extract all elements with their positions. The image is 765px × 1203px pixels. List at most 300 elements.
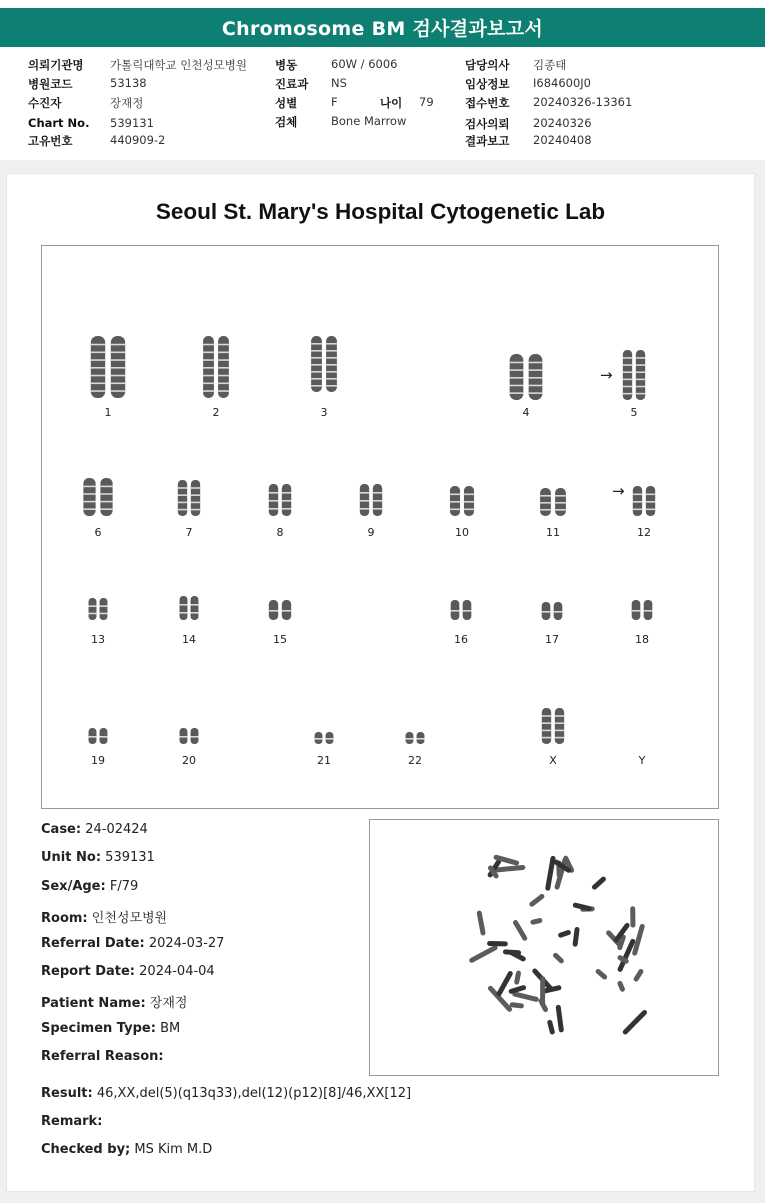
case-field-value: BM [160,1020,181,1036]
chromosome-band [100,493,112,495]
chromosome-pair-5-graphic [621,350,647,400]
case-field-label: Report Date: [41,964,136,979]
case-field-value: F/79 [109,878,139,894]
case-field-label: Specimen Type: [41,1020,156,1036]
chromosome-band [282,492,291,494]
metaphase-chromosome [509,1002,524,1009]
chromosome-pair-x-graphic [540,708,566,744]
chromosome-band [360,492,369,494]
chromosome-pair-10 [432,486,492,539]
metaphase-spread-graphic [370,820,718,1075]
chromosome-band [646,501,655,503]
chromosome-band [218,344,229,346]
checked-by-label: Checked by; [41,1142,131,1157]
metaphase-chromosome [552,952,565,965]
chromosome-band [91,383,105,385]
chromosome-band [282,610,291,612]
chromosome-band [311,385,322,387]
chromosome-band [191,736,199,738]
chromosome-band [191,509,200,511]
chromosome-label: 2 [212,406,220,419]
chromosome-band [311,357,322,359]
metaphase-chromosome [512,991,540,1002]
chromosome-band [180,612,188,614]
chromosome-band [100,613,108,615]
chromosome-band [555,715,564,717]
chromosome-band [191,502,200,504]
chromosome-band [218,367,229,369]
value-physician: 김종태 [533,58,567,72]
chromosome-label: 1 [104,406,112,419]
chromosome-band [91,390,105,392]
chromatid-1 [89,598,97,620]
chromosome-band [83,501,95,503]
chromosome-band [636,364,645,366]
chromatid-2 [100,478,112,516]
result-line [41,1086,411,1101]
lab-title: Seoul St. Mary's Hospital Cytogenetic Lab [155,199,606,224]
chromosome-band [218,359,229,361]
chromosome-band [529,369,543,371]
chromosome-band [529,385,543,387]
label-accession-no: 접수번호 [465,96,510,110]
chromosome-pair-17-graphic [540,602,564,620]
chromosome-band [542,737,551,739]
value-chart-no: 539131 [110,116,154,130]
chromosome-band [623,386,632,388]
case-field-value: 539131 [105,850,155,866]
chromosome-band [540,502,551,504]
case-field-value: 2024-04-04 [139,964,215,979]
chromosome-label: 6 [94,526,102,539]
chromosome-pair-7-graphic [176,480,202,516]
chromosome-band [269,492,278,494]
chromosome-band [178,487,187,489]
chromosome-pair-19 [68,728,128,767]
chromosome-pair-5 [604,350,664,419]
chromosome-label: 3 [320,406,328,419]
chromosome-pair-9 [341,484,401,539]
chromosome-band [555,730,564,732]
chromosome-band [111,367,125,369]
case-field [41,936,224,951]
chromosome-band [83,493,95,495]
chromosome-pair-10-graphic [448,486,476,516]
chromosome-pair-17 [522,602,582,646]
chromosome-band [555,722,564,724]
chromosome-band [326,378,337,380]
metaphase-chromosome [530,918,543,926]
chromosome-band [203,383,214,385]
label-physician: 담당의사 [465,58,510,72]
chromosome-band [311,378,322,380]
chromatid-2 [100,598,108,620]
result-value: 46,XX,del(5)(q13q33),del(12)(p12)[8]/46,XX[12] [96,1086,412,1101]
chromatid-1 [178,480,187,516]
chromosome-band [282,508,291,510]
chromosome-band [326,343,337,345]
chromosome-band [464,494,474,496]
karyotype-report [6,173,755,1192]
chromosome-pair-19-graphic [87,728,109,744]
chromosome-band [203,352,214,354]
chromosome-band [623,379,632,381]
metaphase-chromosome [476,910,486,936]
chromosome-label: 10 [455,526,469,539]
chromosome-pair-15 [250,600,310,646]
chromosome-pair-3 [294,336,354,419]
chromosome-band [633,494,642,496]
chromosome-band [373,508,382,510]
chromosome-band [632,610,641,612]
chromosome-band [326,385,337,387]
chromosome-label: 7 [185,526,193,539]
chromosome-pair-6 [68,478,128,539]
chromosome-pair-y-graphic [642,736,643,737]
chromosome-band [529,392,543,394]
chromosome-band [623,371,632,373]
chromosome-band [463,610,472,612]
chromatid-1 [542,708,551,744]
chromosome-band [111,390,125,392]
case-field [41,879,138,894]
chromosome-band [510,369,524,371]
case-field-label: Sex/Age: [41,878,106,894]
chromosome-band [191,612,199,614]
result-label: Result: [41,1086,93,1101]
chromosome-band [451,610,460,612]
label-department: 진료과 [275,77,309,91]
chromosome-pair-18 [612,600,672,646]
chromosome-band [218,352,229,354]
chromosome-band [100,508,112,510]
metaphase-chromosome [622,1009,648,1036]
chromosome-pair-3-graphic [309,336,339,392]
chromosome-band [100,605,108,607]
case-field [41,822,148,837]
chromosome-pair-22 [385,732,445,767]
value-patient: 장재정 [110,96,144,110]
chromosome-band [269,500,278,502]
chromosome-band [636,371,645,373]
chromosome-band [203,359,214,361]
chromosome-band [218,375,229,377]
case-field [41,1049,164,1064]
chromosome-band [636,393,645,395]
chromosome-pair-2 [186,336,246,419]
chromosome-band [326,350,337,352]
chromosome-band [311,350,322,352]
chromosome-label: 8 [276,526,284,539]
chromosome-pair-13-graphic [87,598,109,620]
value-unique-no: 440909-2 [110,133,166,147]
chromosome-pair-20 [159,728,219,767]
chromosome-pair-14 [159,596,219,646]
chromosome-band [89,605,97,607]
value-requesting-institution: 가톨릭대학교 인천성모병원 [110,58,247,72]
case-field-label: Patient Name: [41,996,146,1012]
top-strip [0,0,765,8]
metaphase-chromosome [503,949,521,955]
metaphase-chromosome [591,876,607,891]
chromosome-band [542,611,551,613]
remark-line [41,1114,102,1129]
case-field-label: Room: [41,911,88,927]
chromosome-band [623,364,632,366]
case-field [41,907,167,926]
chromatid-1 [180,596,188,620]
case-field [41,850,155,865]
chromosome-pair-8 [250,484,310,539]
chromosome-label: 12 [637,526,651,539]
chromatid-2 [191,480,200,516]
checked-by-value: MS Kim M.D [134,1142,213,1157]
chromosome-band [406,738,414,740]
chromosome-pair-11 [523,488,583,539]
value-accession-no: 20240326-13361 [533,95,633,109]
chromosome-band [91,359,105,361]
chromosome-band [373,492,382,494]
chromosome-band [510,377,524,379]
label-chart-no: Chart No. [28,116,90,130]
chromosome-band [191,604,199,606]
chromosome-band [191,494,200,496]
chromosome-band [178,509,187,511]
chromosome-band [282,500,291,502]
chromosome-band [180,604,188,606]
chromosome-band [111,352,125,354]
label-patient: 수진자 [28,96,62,110]
label-specimen: 검체 [275,115,298,129]
chromosome-band [269,508,278,510]
label-report-date: 결과보고 [465,134,510,148]
chromosome-band [529,362,543,364]
case-field-label: Case: [41,822,82,837]
arrow-chromosome-12: → [612,482,625,500]
chromosome-band [555,737,564,739]
case-field-label: Referral Date: [41,935,145,951]
chromosome-band [191,487,200,489]
case-field [41,1021,180,1036]
chromosome-band [510,362,524,364]
chromosome-band [450,494,460,496]
chromosome-band [360,500,369,502]
chromosome-label: 18 [635,633,649,646]
chromosome-band [633,509,642,511]
chromosome-band [218,383,229,385]
value-age: 79 [419,95,434,109]
value-clinical-info: I684600J0 [533,76,591,90]
metaphase-chromosome [633,968,645,983]
chromosome-band [450,501,460,503]
chromosome-pair-2-graphic [201,336,231,398]
chromosome-band [311,364,322,366]
metaphase-chromosome [487,941,508,947]
chromosome-pair-22-graphic [404,732,426,744]
metaphase-chromosome [528,893,545,908]
chromatid-2 [555,708,564,744]
value-hospital-code: 53138 [110,76,147,90]
chromosome-band [540,509,551,511]
chromosome-band [510,385,524,387]
chromosome-label: 5 [630,406,638,419]
chromosome-band [111,359,125,361]
chromosome-pair-4 [496,354,556,419]
chromosome-band [542,722,551,724]
chromosome-band [111,383,125,385]
chromosome-band [555,502,566,504]
chromosome-label: 15 [273,633,287,646]
chromosome-band [542,715,551,717]
case-field-label: Referral Reason: [41,1049,164,1065]
chromosome-label: X [549,754,557,767]
chromosome-band [218,390,229,392]
chromosome-band [623,393,632,395]
chromosome-label: 13 [91,633,105,646]
value-sex: F [331,95,338,109]
chromosome-band [269,610,278,612]
label-clinical-info: 임상정보 [465,77,510,91]
chromosome-pair-1 [78,336,138,419]
chromosome-pair-11-graphic [538,488,568,516]
chromosome-pair-14-graphic [178,596,200,620]
chromosome-band [89,613,97,615]
metaphase-chromosome [512,919,528,942]
chromosome-band [91,375,105,377]
chromosome-band [529,377,543,379]
chromosome-label: 20 [182,754,196,767]
chromosome-pair-18-graphic [630,600,654,620]
chromosome-label: 14 [182,633,196,646]
chromatid-2 [191,596,199,620]
chromosome-band [554,611,563,613]
chromosome-pair-9-graphic [358,484,384,516]
value-specimen: Bone Marrow [331,114,407,128]
chromosome-band [100,501,112,503]
case-field-value: 2024-03-27 [148,935,225,951]
chromosome-pair-8-graphic [267,484,293,516]
chromosome-band [91,352,105,354]
metaphase-chromosome [468,944,498,963]
label-hospital-code: 병원코드 [28,77,73,91]
chromosome-band [326,738,334,740]
chromosome-band [100,736,108,738]
chromosome-band [542,730,551,732]
chromosome-pair-12-graphic [631,486,657,516]
arrow-chromosome-5: → [600,366,613,384]
label-unique-no: 고유번호 [28,134,73,148]
chromosome-pair-7 [159,480,219,539]
chromosome-band [326,357,337,359]
chromosome-band [91,367,105,369]
chromosome-band [311,343,322,345]
chromosome-label: 17 [545,633,559,646]
case-field-value: 24-02424 [85,822,148,837]
chromosome-band [178,494,187,496]
chromosome-band [326,364,337,366]
label-age: 나이 [380,96,403,110]
metaphase-chromosome [630,906,635,927]
chromosome-band [555,495,566,497]
chromosome-pair-y [612,736,672,767]
chromosome-band [464,501,474,503]
chromosome-pair-1-graphic [88,336,128,398]
case-field [41,964,215,979]
chromosome-band [326,371,337,373]
chromosome-band [83,508,95,510]
chromosome-band [203,367,214,369]
metaphase-chromosome [514,970,522,985]
case-field-label: Unit No: [41,850,102,866]
chromosome-label: Y [638,754,646,767]
chromosome-label: 9 [367,526,375,539]
chromosome-pair-21 [294,732,354,767]
chromosome-pair-6-graphic [81,478,115,516]
value-department: NS [331,76,347,90]
report-title: Chromosome BM 검사결과보고서 [221,18,544,40]
value-report-date: 20240408 [533,133,592,147]
case-field-value: 인천성모병원 [91,911,168,927]
chromosome-band [83,486,95,488]
chromosome-label: 16 [454,633,468,646]
chromosome-pair-21-graphic [313,732,335,744]
chromosome-band [203,375,214,377]
chromosome-pair-x [523,708,583,767]
chromosome-pair-16 [431,600,491,646]
chromosome-band [203,390,214,392]
metaphase-image [369,819,719,1076]
remark-label: Remark: [41,1114,103,1129]
value-request-date: 20240326 [533,116,592,130]
metaphase-chromosome [595,968,609,981]
value-ward: 60W / 6006 [331,57,398,71]
chromosome-pair-4-graphic [507,354,545,400]
chromosome-band [644,610,653,612]
chromosome-band [100,486,112,488]
chromosome-band [636,357,645,359]
chromosome-band [315,738,323,740]
case-field-value: 장재정 [149,996,188,1012]
chromosome-pair-13 [68,598,128,646]
chromosome-label: 22 [408,754,422,767]
chromosome-band [91,344,105,346]
chromosome-band [540,495,551,497]
label-request-date: 검사의뢰 [465,117,510,131]
chromosome-band [464,509,474,511]
chromosome-pair-20-graphic [178,728,200,744]
chromosome-pair-16-graphic [449,600,473,620]
chromosome-band [636,379,645,381]
chromosome-band [111,344,125,346]
chromosome-band [636,386,645,388]
chromosome-band [510,392,524,394]
chromosome-label: 11 [546,526,560,539]
chromosome-band [111,375,125,377]
metaphase-chromosome [617,980,626,992]
chromosome-label: 19 [91,754,105,767]
karyogram [41,245,719,809]
label-ward: 병동 [275,58,298,72]
chromosome-band [555,509,566,511]
report-header [0,8,765,47]
chromosome-band [417,738,425,740]
chromosome-pair-15-graphic [267,600,293,620]
chromosome-band [203,344,214,346]
label-sex: 성별 [275,96,298,110]
metaphase-chromosome [557,929,571,938]
patient-info-panel [0,47,765,160]
chromosome-band [646,509,655,511]
